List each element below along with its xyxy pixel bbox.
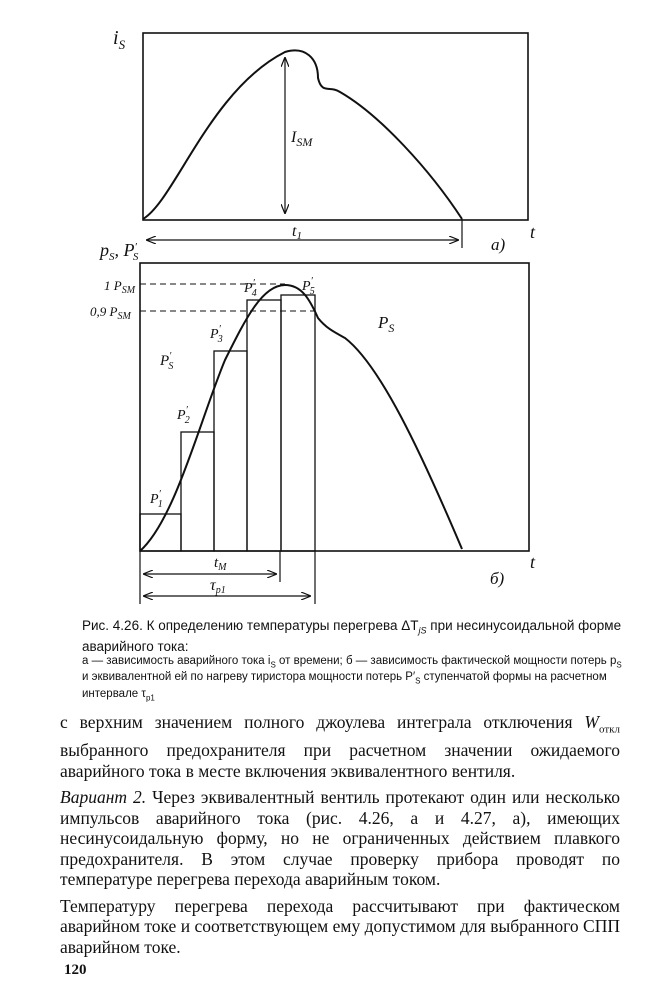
panel-b-frame [140,263,529,551]
panel-a [113,27,536,254]
panel-label-a: а) [491,235,506,254]
panel-a-frame [143,33,528,220]
step-4-label: P′ 4 [244,278,257,299]
x-axis-label-b: t [530,552,536,572]
level-full-label: 1 $P_{SM}$ [104,278,136,296]
figure-caption [82,618,622,705]
step-5 [281,295,315,551]
caption-title: Рис. 4.26. К определению температуры перегрева $\Delta T_{jS}$ при несинусоидальной форме аварийного тока: [82,618,622,654]
page-number: 120 [64,962,87,978]
step-3 [214,351,247,551]
caption-legend: а — зависимость аварийного тока $i_S$ от времени; б — зависимость фактической мощности потерь $p_S$ и эквивалентной ей по нагреву тиристора мощности потерь $P'_S$ ступенчатой формы на расчетном интервале $\tau_{p1}$ [82,654,622,703]
tm-label: $t_M$ [214,555,227,573]
x-axis-label-a: t [530,222,536,242]
paragraph-1: с верхним значением полного джоулева интеграла отключения $W_{откл}$ выбранного предохранителя при расчетном значении ожидаемого аварийного тока в месте включения эквивалентного вентиля. [60,712,620,781]
panel-label-b: б) [490,569,505,588]
step-4 [247,300,281,551]
y-axis-label-a: $i_S$ [113,27,126,52]
paragraph-3: Температуру перегрева перехода рассчитывают при фактическом аварийном токе и соответствующем ему допустимом для выбранного СПП аварийном токе. [60,895,620,957]
step-3-label: P′ 3 [210,324,223,345]
peak-label: $I_{SM}$ [291,129,313,149]
step-2-label: P′ 2 [177,405,190,426]
step-2 [181,432,214,551]
step-1-label: P′ 1 [150,489,163,510]
step-5-label: P′ 5 [302,276,315,297]
y-axis-label-b: $p_S$, P′ S [100,240,139,263]
body-text [60,712,620,957]
level-09-label: 0,9 $P_{SM}$ [90,304,131,322]
equiv-power-label: P′ S [160,351,174,372]
paragraph-2: Вариант 2. Через эквивалентный вентиль протекают один или несколько импульсов аварийного тока (рис. 4.26, а и 4.27, а), имеющих несинусоидальную форму, но не ограниченных действием плавкого предохранителя. В этом случае проверку прибора проводят по температуре перегрева перехода аварийным током. [60,787,620,889]
panel-b [90,240,536,604]
power-curve-label: $P_S$ [378,313,395,335]
duration-label: t1 [292,223,302,242]
tau-label: τp1 [210,577,226,596]
